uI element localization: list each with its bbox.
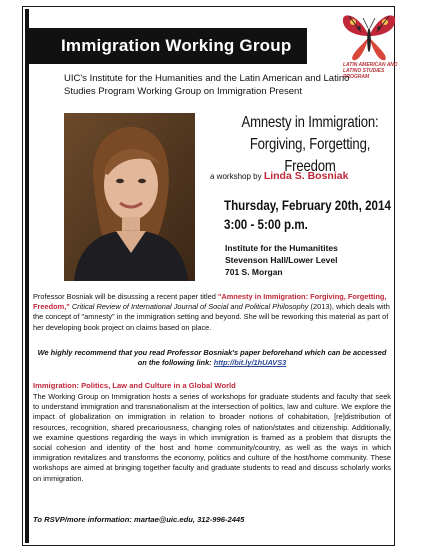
speaker-photo <box>64 113 195 281</box>
journal-name: Critical Review of International Journal of Social and Political Philosophy <box>69 302 309 312</box>
banner-title: Immigration Working Group <box>25 28 307 64</box>
speaker-portrait-icon <box>64 113 195 281</box>
butterfly-icon <box>335 6 403 66</box>
recommendation-text: We highly recommend that you read Professor Bosniak's paper beforehand which can be accessed on the following link: <box>37 348 387 368</box>
speaker-name: Linda S. Bosniak <box>263 170 349 182</box>
description-part1: Professor Bosniak will be disussing a recent paper titled <box>33 292 218 301</box>
rsvp-line: To RSVP/more information: martae@uic.edu, 312-996-2445 <box>33 515 245 524</box>
byline-prefix: a workshop by <box>210 172 264 181</box>
event-location <box>225 242 395 278</box>
about-body: The Working Group on Immigration hosts a series of workshops for graduate students and faculty that seek to understand immigration and transnationalism at the intersection of politics, law and culture. We explore the impact of globalization on immigration in relation to broader notions of cohabitation, [re]distribution of resources, recognition, shared precariousness, changing roles of nation/states and citizenship. Additionally, we examine questions regarding the ways in which immigration is framed as a problem that disrupts the social cohesion and identity of the host and home community/country, as well as the ways in which immigration revitalizes and transforms the economy, politics and culture of the host/home community. These workshops are aimed at bringing together faculty and graduate students to read and discuss scholarly works on immigration. <box>33 392 391 483</box>
logo-text: LATIN AMERICAN AND LATINO STUDIES PROGRAM <box>343 62 398 80</box>
event-title-line1: Amnesty in Immigration: <box>241 114 379 131</box>
location-line2: Stevenson Hall/Lower Level <box>225 255 338 265</box>
event-title <box>236 112 384 178</box>
reading-recommendation <box>33 348 391 368</box>
location-line3: 701 S. Morgan <box>225 267 283 277</box>
paper-title: "Amnesty in Immigration: Forgiving, Forgetting, Freedom," <box>33 292 387 312</box>
paper-link[interactable]: http://bit.ly/1hUAVS3 <box>213 358 287 368</box>
about-heading: Immigration: Politics, Law and Culture in a Global World <box>33 381 236 390</box>
event-datetime <box>224 196 391 234</box>
byline <box>210 170 405 183</box>
left-accent-bar <box>25 9 29 543</box>
description-part3: (2013), which deals with the concept of "amnesty" in the immigration setting and beyond. She will be reworking this material as part of her developing book project on claims based on place. <box>33 302 390 332</box>
event-description <box>33 292 391 333</box>
event-title-line2: Forgiving, Forgetting, Freedom <box>249 136 371 175</box>
intro-text: UIC's Institute for the Humanities and the Latin American and Latino Studies Program Working Group on Immigration Present <box>64 73 350 97</box>
location-line1: Institute for the Humanitites <box>225 243 338 253</box>
event-time: 3:00 - 5:00 p.m. <box>224 217 308 232</box>
event-date: Thursday, February 20th, 2014 <box>224 198 391 213</box>
